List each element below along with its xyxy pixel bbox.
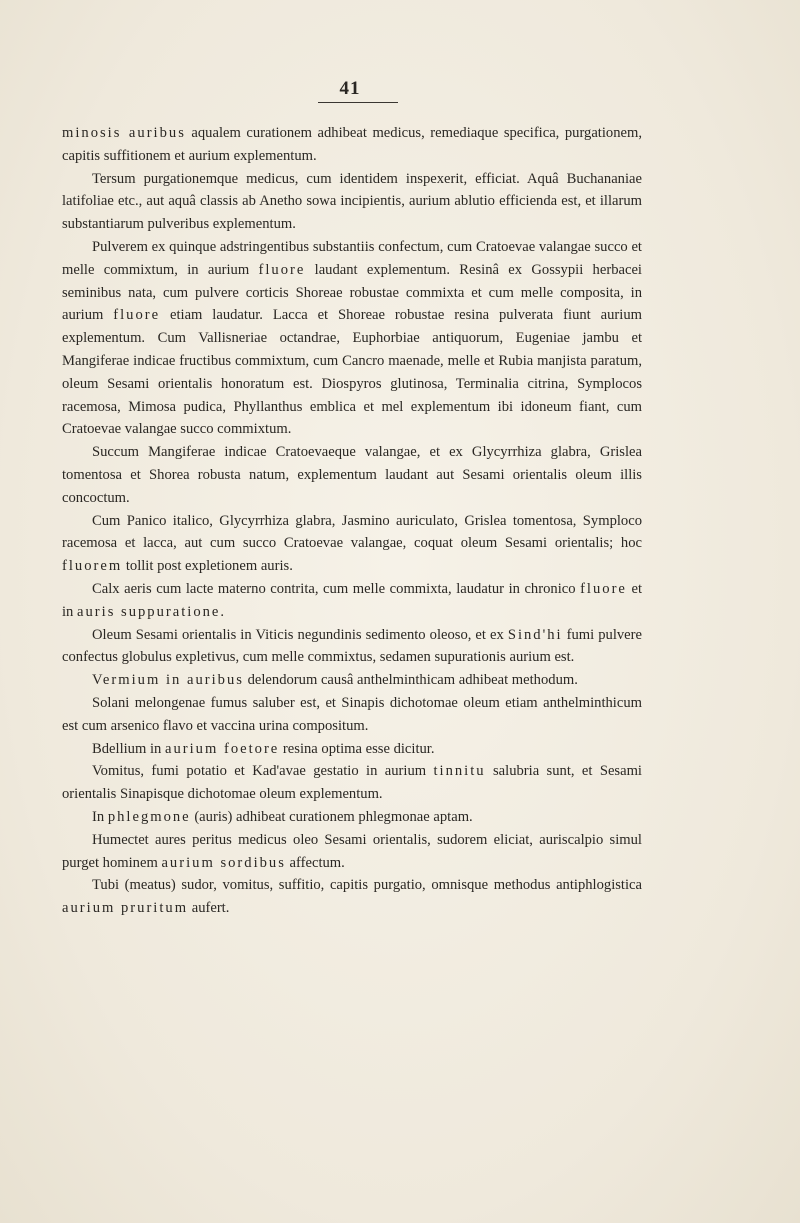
text-run: laudant explementum. Resinâ ex Gossypii herbacei seminibus nata, cum pulvere corticis Shoreae robustae commixta et cum melle composita, in aurium (62, 261, 642, 324)
page-number-rule (318, 102, 398, 103)
spaced-term: phlegmone (107, 808, 191, 825)
text-run: aufert. (188, 900, 230, 917)
paragraph-p7 (62, 624, 642, 670)
text-run: . (220, 603, 225, 620)
body-text (62, 122, 642, 920)
text-run: Solani melongenae fumus saluber est, et Sinapis dichotomae oleum etiam anthelminthicum est cum arsenico flavo et vaccina urina compositum. (62, 694, 642, 734)
text-run: Tubi (meatus) sudor, vomitus, suffitio, capitis purgatio, omnisque methodus antiphlogistica (92, 877, 642, 894)
paragraph-p3 (62, 236, 642, 441)
text-run: tollit post expletionem auris. (122, 558, 293, 575)
text-run: Bdellium in (92, 740, 165, 757)
text-run: (auris) adhibeat curationem phlegmonae aptam. (190, 808, 473, 825)
paragraph-p5 (62, 510, 642, 578)
spaced-term: fluore (258, 261, 306, 278)
text-run: Succum Mangiferae indicae Cratoevaeque valangae, et ex Glycyrrhiza glabra, Grislea tomentosa et Shorea robusta natum, explementum laudant aut Sesami orientalis oleum illis concoctum. (62, 444, 642, 506)
text-run: Cum Panico italico, Glycyrrhiza glabra, Jasmino auriculato, Grislea tomentosa, Symploco racemosa et lacca, aut cum succo Cratoevae valangae, coquat oleum Sesami orientalis; hoc (62, 512, 642, 552)
text-run: aqualem curationem adhibeat medicus, remediaque specifica, purgationem, capitis suffitionem et aurium explementum. (62, 125, 642, 164)
paragraph-p1 (62, 122, 642, 168)
spaced-term: Vermium in auribus (92, 672, 244, 689)
text-run: Calx aeris cum lacte materno contrita, cum melle commixta, laudatur in chronico (92, 580, 581, 597)
paragraph-p14 (62, 874, 642, 920)
text-run: Tersum purgationemque medicus, cum identidem inspexerit, efficiat. Aquâ Buchananiae latifoliae etc., aut aquâ classis ab Anetho sowa incipientis, aurium ablutio efficienda est, et illarum substantiarum pulveribus explementum. (62, 170, 642, 233)
paragraph-p4 (62, 441, 642, 509)
spaced-term: tinnitu (433, 763, 486, 780)
spaced-term: fluore (580, 580, 627, 597)
text-run: Pulverem ex quinque adstringentibus substantiis confectum, cum Cratoevae valangae succo et melle commixtum, in aurium (62, 238, 642, 278)
paragraph-p12 (62, 806, 642, 829)
text-run: Vomitus, fumi potatio et Kad'avae gestatio in aurium (92, 763, 434, 780)
paragraph-p9 (62, 692, 642, 738)
paragraph-p11 (62, 760, 642, 806)
paragraph-p10 (62, 738, 642, 761)
text-run: etiam laudatur. Lacca et Shoreae robustae resina pulverata fiunt aurium explementum. Cum Vallisneriae octandrae, Euphorbiae antiquorum, Eugeniae jambu et Mangiferae indicae fructibus commixtum, cum Cancro maenade, melle et Rubia manjista paratum, oleum Sesami orientalis honoratum est. Diospyros glutinosa, Terminalia citrina, Symplocos racemosa, Mimosa pudica, Phyllanthus emblica et mel explementum ibi idoneum fiant, cum Cratoevae valangae succo commixtum. (62, 307, 642, 438)
text-run: salubria sunt, et Sesami orientalis Sinapisque dichotomae oleum explementum. (62, 763, 642, 803)
text-run: resina optima esse dicitur. (279, 740, 435, 757)
text-run: et in (62, 580, 642, 620)
spaced-term: aurium sordibus (161, 854, 286, 871)
paragraph-p8 (62, 669, 642, 692)
spaced-term: Sind'hi (507, 626, 563, 643)
spaced-term: auris suppuratione (77, 603, 221, 620)
spaced-term: aurium pruritum (62, 900, 189, 917)
text-run: affectum. (285, 854, 345, 871)
text-run: delendorum causâ anthelminthicam adhibeat methodum. (243, 672, 578, 689)
spaced-term: fluore (113, 307, 161, 324)
paragraph-p13 (62, 829, 642, 875)
spaced-term: fluorem (62, 558, 123, 575)
text-run: fumi pulvere confectus globulus expletivus, cum melle commixtus, sedamen supurationis aurium est. (62, 626, 642, 666)
text-run: Humectet aures peritus medicus oleo Sesami orientalis, sudorem eliciat, auriscalpio simul purget hominem (62, 831, 642, 871)
spaced-term: aurium foetore (164, 740, 280, 757)
text-run: In (92, 808, 108, 825)
paragraph-p6 (62, 578, 642, 624)
page-number: 41 (339, 78, 361, 99)
spaced-term: minosis auribus (62, 125, 186, 141)
text-run: Oleum Sesami orientalis in Viticis negundinis sedimento oleoso, et ex (92, 626, 508, 643)
paragraph-p2 (62, 168, 642, 236)
